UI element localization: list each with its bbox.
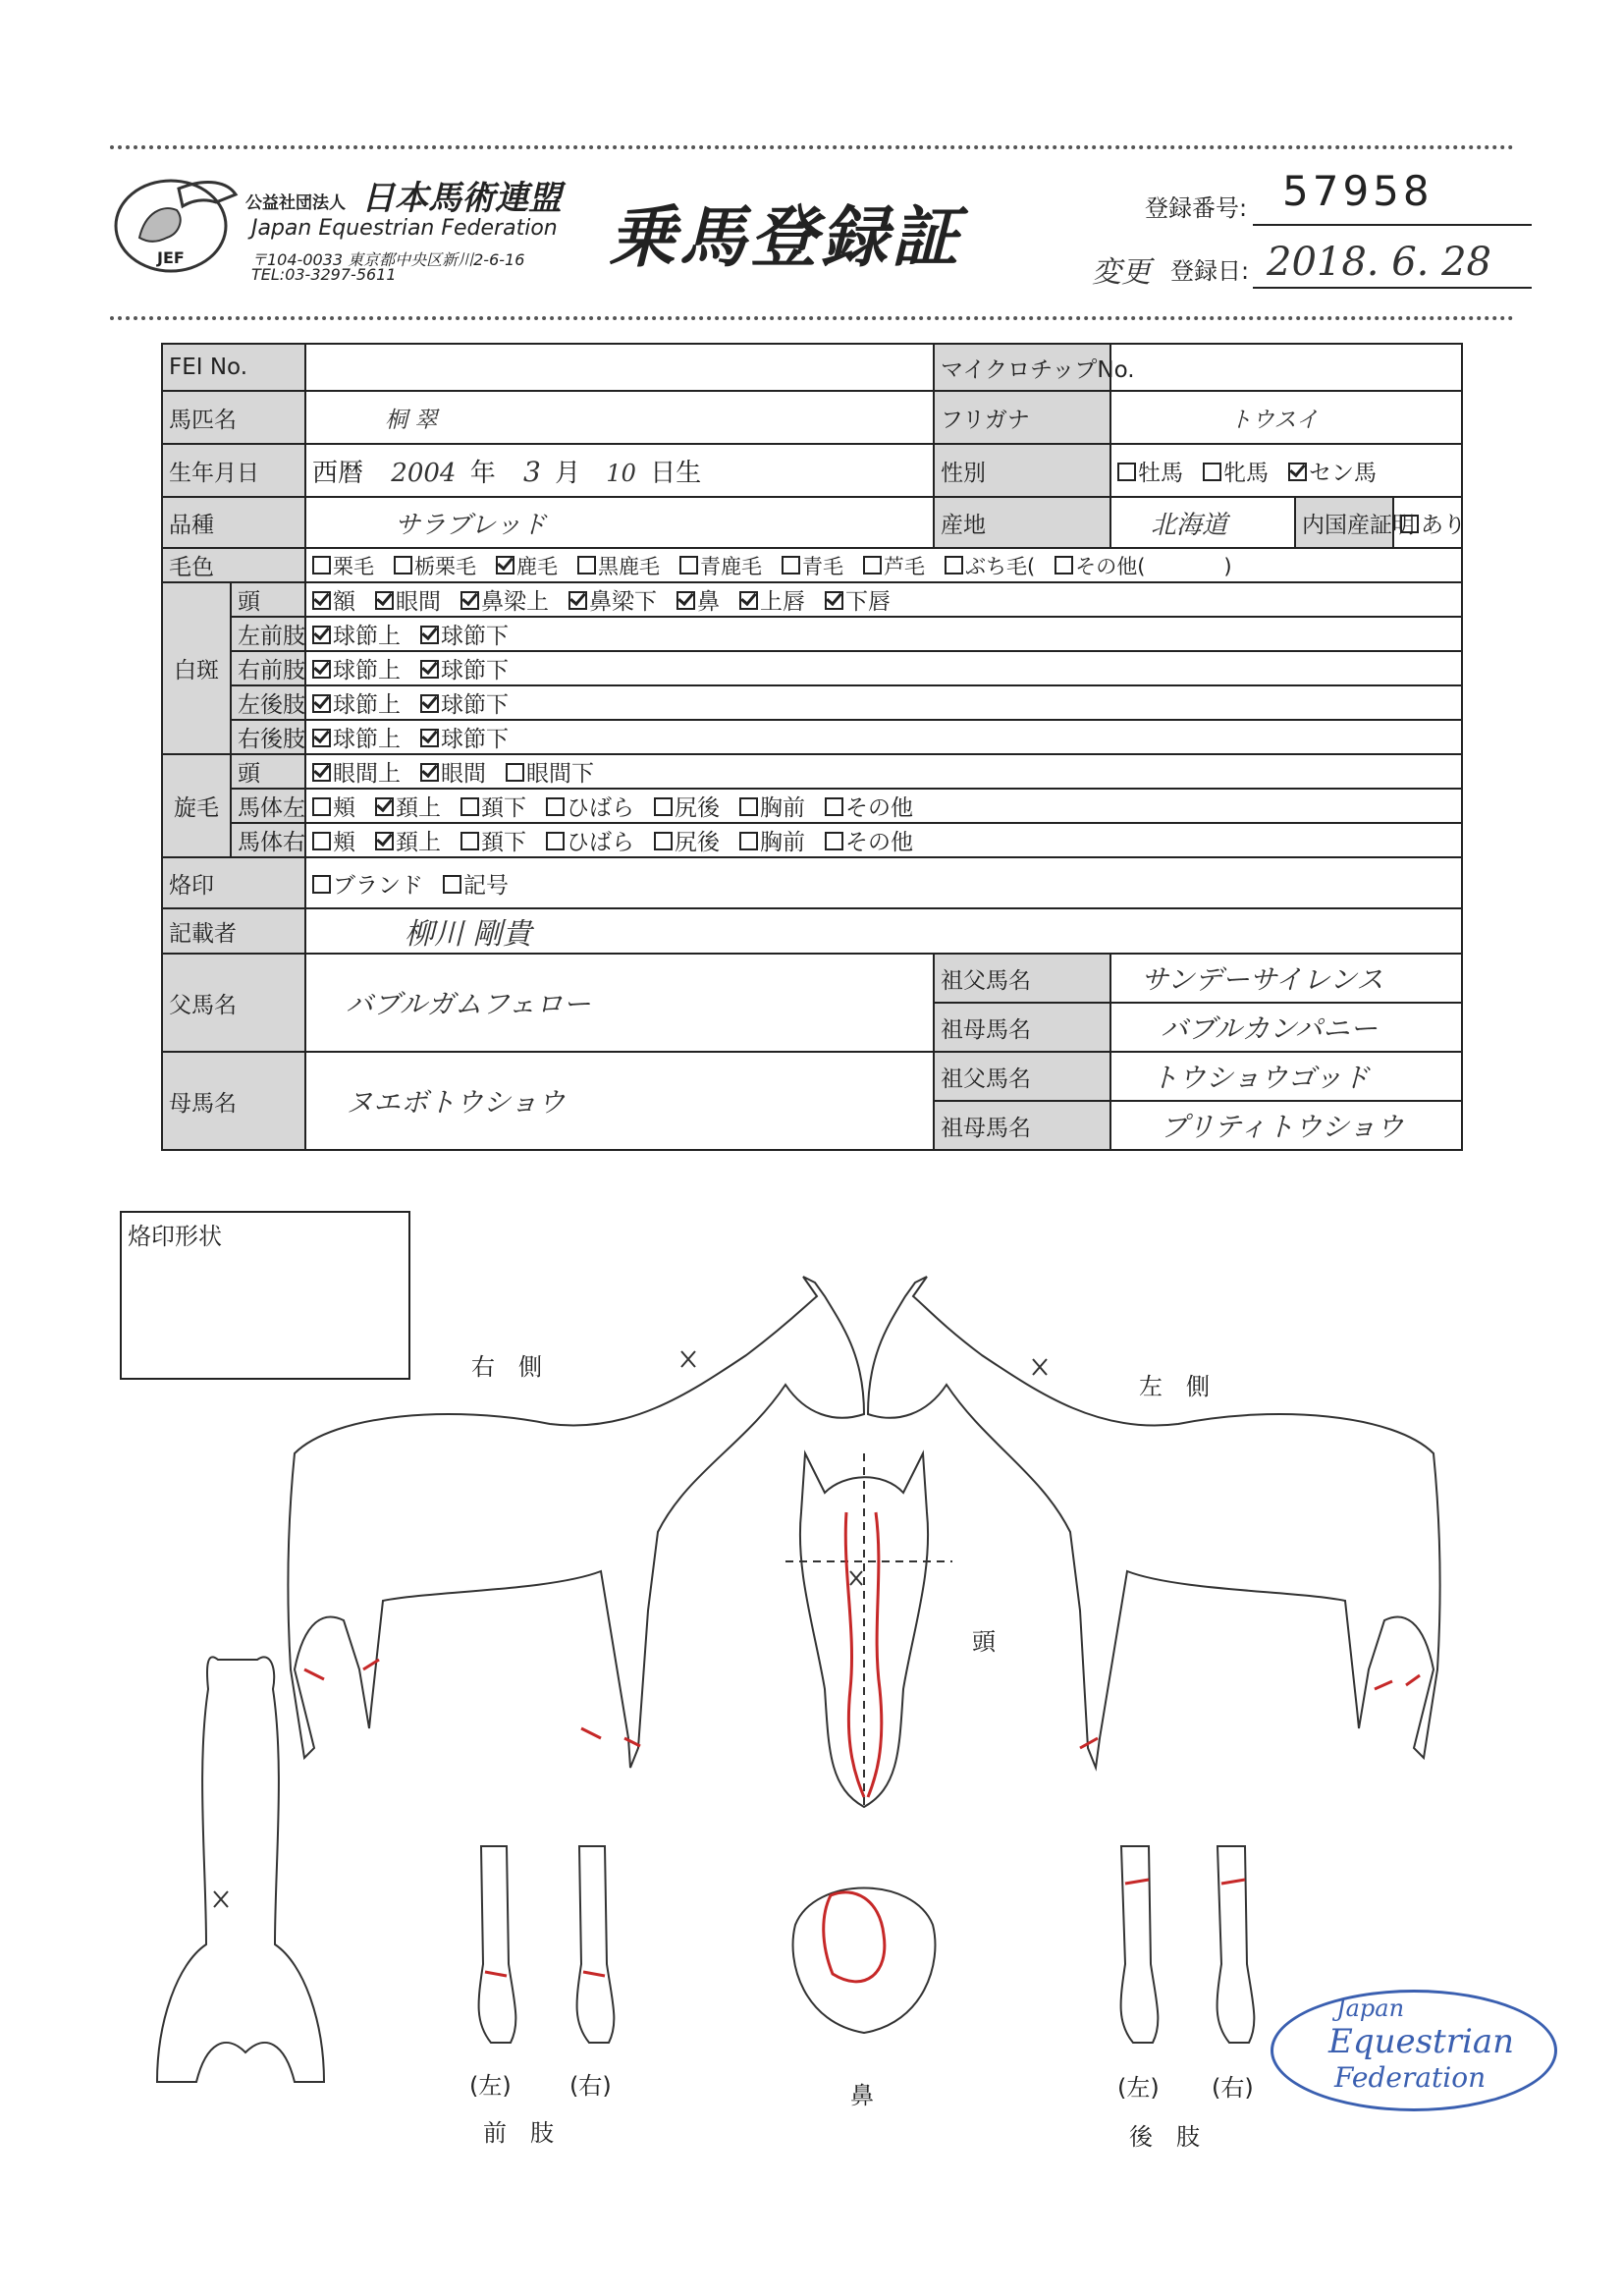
checkbox-label: その他 (845, 795, 914, 821)
checkbox-option (420, 658, 509, 683)
checkbox-label: 球節下 (441, 624, 510, 649)
checkbox-label: 上唇 (760, 589, 806, 615)
whorls-row-label: 馬体左 (231, 789, 305, 823)
checkbox-option (312, 727, 401, 752)
whorls-row-options (305, 789, 1462, 823)
checkbox-label: 芦毛 (884, 554, 926, 578)
checkbox-label: 鼻 (697, 589, 721, 615)
markings-row-options (305, 685, 1462, 720)
checkbox[interactable] (739, 832, 758, 850)
domestic-checkbox[interactable] (1400, 515, 1419, 533)
domestic-cert-option (1393, 497, 1467, 548)
checkbox-option (312, 589, 355, 615)
front-legs-label: 前 肢 (483, 2119, 554, 2147)
checkbox[interactable] (420, 763, 439, 782)
checkbox-label: 球節下 (441, 692, 510, 718)
checkbox[interactable] (375, 591, 394, 610)
coat-color-label: 毛色 (162, 548, 305, 582)
hind-right-label: (右) (1212, 2074, 1254, 2102)
dam-value: ヌエボトウショウ (305, 1052, 934, 1150)
granddam-2-value: プリティトウショウ (1110, 1101, 1462, 1150)
whorl-mark (1033, 1359, 1047, 1375)
checkbox-option (394, 555, 476, 578)
microchip-label: マイクロチップNo. (934, 344, 1110, 391)
grandsire-2-label: 祖父馬名 (934, 1052, 1110, 1101)
checkbox[interactable] (460, 591, 479, 610)
left-side-label: 左 側 (1139, 1373, 1210, 1400)
origin-value: 北海道 (1110, 497, 1295, 548)
registration-number-label: 登録番号: (1145, 194, 1248, 222)
markings-row-options (305, 582, 1462, 617)
grandsire-1-label: 祖父馬名 (934, 954, 1110, 1003)
markings-row-label: 左後肢 (231, 685, 305, 720)
granddam-1-label: 祖母馬名 (934, 1003, 1110, 1052)
checkbox-label: その他( (1075, 554, 1146, 578)
front-right-leg (577, 1846, 615, 2043)
birth-month-unit: 月 (555, 458, 581, 488)
registration-date-value: 2018. 6. 28 (1267, 240, 1492, 285)
checkbox[interactable] (825, 797, 843, 816)
checkbox-option (460, 830, 526, 855)
markings-row-options (305, 617, 1462, 651)
checkbox-label: 球節上 (333, 727, 402, 752)
checkbox-label: ひばら (567, 795, 635, 821)
checkbox[interactable] (679, 556, 698, 574)
checkbox[interactable] (496, 556, 514, 574)
checkbox-option (1055, 555, 1145, 578)
checkbox-label: 球節下 (441, 658, 510, 683)
change-note: 変更 (1092, 255, 1151, 290)
checkbox[interactable] (420, 660, 439, 679)
checkbox-label: ひばら (567, 830, 635, 855)
front-right-label: (右) (569, 2072, 612, 2100)
checkbox-option (312, 555, 374, 578)
checkbox[interactable] (460, 797, 479, 816)
checkbox[interactable] (312, 660, 331, 679)
checkbox-label: 栗毛 (333, 554, 375, 578)
sire-value: バブルガムフェロー (305, 954, 934, 1052)
head-label: 頭 (972, 1628, 996, 1656)
head-front-outline (800, 1453, 928, 1807)
checkbox[interactable] (420, 626, 439, 644)
checkbox-label: 頚下 (481, 795, 527, 821)
registration-date-underline (1253, 287, 1532, 289)
whorl-mark (850, 1571, 862, 1585)
checkbox-option (546, 830, 634, 855)
stamp-line-3: Federation (1334, 2061, 1487, 2094)
fei-label: FEI No. (162, 344, 305, 391)
checkbox-option (506, 761, 594, 787)
granddam-1-value: バブルカンパニー (1110, 1003, 1462, 1052)
checkbox[interactable] (863, 556, 882, 574)
markings-row-label: 右後肢 (231, 720, 305, 754)
markings-label: 白斑 (162, 582, 231, 754)
checkbox[interactable] (1203, 463, 1221, 481)
checkbox-option (420, 692, 509, 718)
recorder-value: 柳川 剛貴 (305, 908, 1462, 954)
checkbox-label: 頚上 (396, 795, 442, 821)
registration-number-underline (1253, 224, 1532, 226)
checkbox-option (460, 589, 549, 615)
sex-label: 性別 (934, 444, 1110, 497)
checkbox[interactable] (1288, 463, 1307, 481)
birth-day: 10 (606, 459, 636, 487)
checkbox[interactable] (312, 626, 331, 644)
checkbox-option (546, 795, 634, 821)
checkbox[interactable] (312, 763, 331, 782)
checkbox-option (312, 795, 355, 821)
checkbox-label: 頬 (333, 795, 356, 821)
birth-day-unit: 日生 (650, 458, 702, 488)
checkbox[interactable] (568, 591, 587, 610)
furigana-label: フリガナ (934, 391, 1110, 444)
brand-label: 烙印 (162, 857, 305, 908)
grandsire-2-value: トウショウゴッド (1110, 1052, 1462, 1101)
furigana-value: トウスイ (1110, 391, 1462, 444)
checkbox-label: その他 (845, 830, 914, 855)
checkbox[interactable] (312, 591, 331, 610)
checkbox[interactable] (312, 556, 331, 574)
checkbox[interactable] (1055, 556, 1073, 574)
checkbox-option (1288, 461, 1377, 486)
checkbox-option (945, 555, 1035, 578)
horse-name-value: 桐 翠 (305, 391, 934, 444)
checkbox-option (460, 795, 526, 821)
sex-options (1110, 444, 1462, 497)
brand-shape-label: 烙印形状 (128, 1223, 222, 1250)
checkbox-label: 青鹿毛 (700, 554, 763, 578)
registration-date-label: 登録日: (1170, 257, 1250, 285)
brand-options (305, 857, 1462, 908)
checkbox[interactable] (312, 797, 331, 816)
jef-logo (110, 169, 238, 277)
checkbox[interactable] (739, 591, 758, 610)
checkbox-option (654, 830, 720, 855)
front-left-leg (479, 1846, 516, 2043)
markings-row-options (305, 720, 1462, 754)
checkbox-option (825, 830, 913, 855)
org-address: 〒104-0033 東京都中央区新川2-6-16 (251, 250, 525, 269)
checkbox-option (496, 555, 558, 578)
coat-close-paren: ) (1223, 554, 1232, 578)
org-tel: TEL:03-3297-5611 (251, 265, 397, 284)
checkbox-option (739, 795, 805, 821)
checkbox-label: 球節上 (333, 624, 402, 649)
checkbox-label: 胸前 (760, 830, 806, 855)
registration-number-value: 57958 (1282, 167, 1434, 215)
checkbox-label: 額 (333, 589, 356, 615)
markings-row-options (305, 651, 1462, 685)
checkbox-label: 牡馬 (1138, 460, 1184, 486)
checkbox-label: 球節上 (333, 658, 402, 683)
org-prefix: 公益社団法人 (245, 193, 346, 213)
birth-date-field (305, 444, 934, 497)
checkbox-option (312, 658, 401, 683)
checkbox-label: 栃栗毛 (414, 554, 477, 578)
checkbox-option (312, 624, 401, 649)
hind-right-leg (1217, 1846, 1255, 2043)
whorls-label: 旋毛 (162, 754, 231, 857)
checkbox-label: 牝馬 (1223, 460, 1270, 486)
checkbox-option (312, 873, 423, 899)
dam-label: 母馬名 (162, 1052, 305, 1150)
checkbox[interactable] (312, 694, 331, 713)
birth-month: 3 (523, 455, 541, 488)
bottom-dotted-rule (110, 316, 1514, 320)
whorls-row-options (305, 754, 1462, 789)
document-title: 乗馬登録証 (609, 199, 963, 277)
origin-label: 産地 (934, 497, 1110, 548)
checkbox-label: ブランド (333, 872, 424, 899)
checkbox-label: 眼間 (441, 761, 487, 787)
checkbox-label: 球節上 (333, 692, 402, 718)
whorls-row-label: 頭 (231, 754, 305, 789)
checkbox[interactable] (506, 763, 524, 782)
checkbox-label: セン馬 (1309, 460, 1378, 486)
nose-outline (793, 1888, 936, 2034)
top-dotted-rule (110, 145, 1514, 149)
markings-row-label: 右前肢 (231, 651, 305, 685)
checkbox-label: 球節下 (441, 727, 510, 752)
checkbox-option (825, 795, 913, 821)
whorl-mark (214, 1891, 228, 1907)
checkbox[interactable] (312, 729, 331, 747)
domestic-option-label: あり (1421, 512, 1467, 538)
microchip-value (1110, 344, 1462, 391)
checkbox-option (1203, 461, 1269, 486)
checkbox-option (739, 830, 805, 855)
birth-date-label: 生年月日 (162, 444, 305, 497)
domestic-cert-label: 内国産証明 (1295, 497, 1393, 548)
recorder-label: 記載者 (162, 908, 305, 954)
checkbox-option (375, 830, 441, 855)
birth-year: 2004 (391, 458, 457, 488)
checkbox[interactable] (375, 797, 394, 816)
whorls-row-label: 馬体右 (231, 823, 305, 857)
sire-label: 父馬名 (162, 954, 305, 1052)
checkbox[interactable] (1117, 463, 1136, 481)
checkbox-option (577, 555, 660, 578)
horse-name-label: 馬匹名 (162, 391, 305, 444)
checkbox[interactable] (825, 591, 843, 610)
grandsire-1-value: サンデーサイレンス (1110, 954, 1462, 1003)
checkbox-option (739, 589, 805, 615)
org-name-en: Japan Equestrian Federation (251, 216, 558, 241)
checkbox-label: 記号 (463, 872, 510, 899)
logo-text: JEF (157, 248, 185, 267)
checkbox-label: 下唇 (845, 589, 892, 615)
checkbox[interactable] (945, 556, 963, 574)
whorls-row-options (305, 823, 1462, 857)
checkbox[interactable] (654, 832, 673, 850)
checkbox-option (568, 589, 657, 615)
checkbox-option (375, 589, 441, 615)
checkbox-option (443, 873, 509, 899)
checkbox-option (312, 761, 401, 787)
breed-label: 品種 (162, 497, 305, 548)
whorl-mark (681, 1351, 695, 1367)
nose-label: 鼻 (850, 2082, 874, 2109)
checkbox[interactable] (676, 591, 695, 610)
checkbox-label: 尻後 (675, 830, 721, 855)
checkbox-label: 鼻梁下 (589, 589, 658, 615)
checkbox[interactable] (420, 729, 439, 747)
hind-left-leg (1121, 1846, 1159, 2043)
granddam-2-label: 祖母馬名 (934, 1101, 1110, 1150)
markings-row-label: 左前肢 (231, 617, 305, 651)
checkbox-option (375, 795, 441, 821)
checkbox-label: 鹿毛 (516, 554, 559, 578)
checkbox-option (782, 555, 843, 578)
checkbox-label: 眼間 (396, 589, 442, 615)
checkbox[interactable] (577, 556, 596, 574)
checkbox-option (654, 795, 720, 821)
checkbox-option (863, 555, 925, 578)
checkbox-option (312, 830, 355, 855)
right-side-label: 右 側 (471, 1353, 542, 1381)
checkbox-option (676, 589, 720, 615)
checkbox-option (679, 555, 762, 578)
stamp-line-1: Japan (1336, 1995, 1405, 2022)
checkbox-label: 鼻梁上 (481, 589, 550, 615)
checkbox-option (312, 692, 401, 718)
checkbox-option (420, 761, 486, 787)
checkbox-option (1117, 461, 1183, 486)
checkbox[interactable] (375, 832, 394, 850)
checkbox[interactable] (460, 832, 479, 850)
checkbox-label: 眼間下 (526, 761, 595, 787)
birth-era: 西暦 (312, 458, 364, 488)
body-top-view-outline (157, 1657, 324, 2082)
checkbox-option (825, 589, 891, 615)
checkbox-label: 尻後 (675, 795, 721, 821)
birth-year-unit: 年 (469, 458, 496, 488)
brand-shape-box (120, 1211, 410, 1380)
coat-color-options (305, 548, 1462, 582)
stamp-line-2: Equestrian (1328, 2022, 1515, 2061)
white-marking-annotations (304, 1512, 1420, 1982)
front-left-label: (左) (469, 2072, 512, 2100)
checkbox[interactable] (825, 832, 843, 850)
hind-legs-label: 後 肢 (1129, 2123, 1200, 2151)
checkbox[interactable] (312, 875, 331, 894)
registration-table (161, 343, 1467, 1151)
checkbox[interactable] (420, 694, 439, 713)
checkbox-option (420, 624, 509, 649)
markings-row-label: 頭 (231, 582, 305, 617)
fei-value (305, 344, 934, 391)
checkbox[interactable] (546, 797, 565, 816)
checkbox-label: 胸前 (760, 795, 806, 821)
checkbox-label: 黒鹿毛 (598, 554, 661, 578)
hind-left-label: (左) (1117, 2074, 1160, 2102)
breed-value: サラブレッド (305, 497, 934, 548)
org-name-ja: 日本馬術連盟 (361, 179, 562, 218)
checkbox[interactable] (443, 875, 461, 894)
checkbox-option (420, 727, 509, 752)
checkbox-label: 青毛 (802, 554, 844, 578)
checkbox-label: 眼間上 (333, 761, 402, 787)
checkbox[interactable] (546, 832, 565, 850)
checkbox-label: ぶち毛( (965, 554, 1036, 578)
horse-left-side-outline (868, 1277, 1440, 1768)
checkbox[interactable] (654, 797, 673, 816)
checkbox[interactable] (782, 556, 800, 574)
checkbox[interactable] (312, 832, 331, 850)
checkbox-label: 頬 (333, 830, 356, 855)
checkbox[interactable] (394, 556, 412, 574)
federation-stamp (1271, 1990, 1557, 2111)
checkbox-label: 頚下 (481, 830, 527, 855)
checkbox-label: 頚上 (396, 830, 442, 855)
checkbox[interactable] (739, 797, 758, 816)
